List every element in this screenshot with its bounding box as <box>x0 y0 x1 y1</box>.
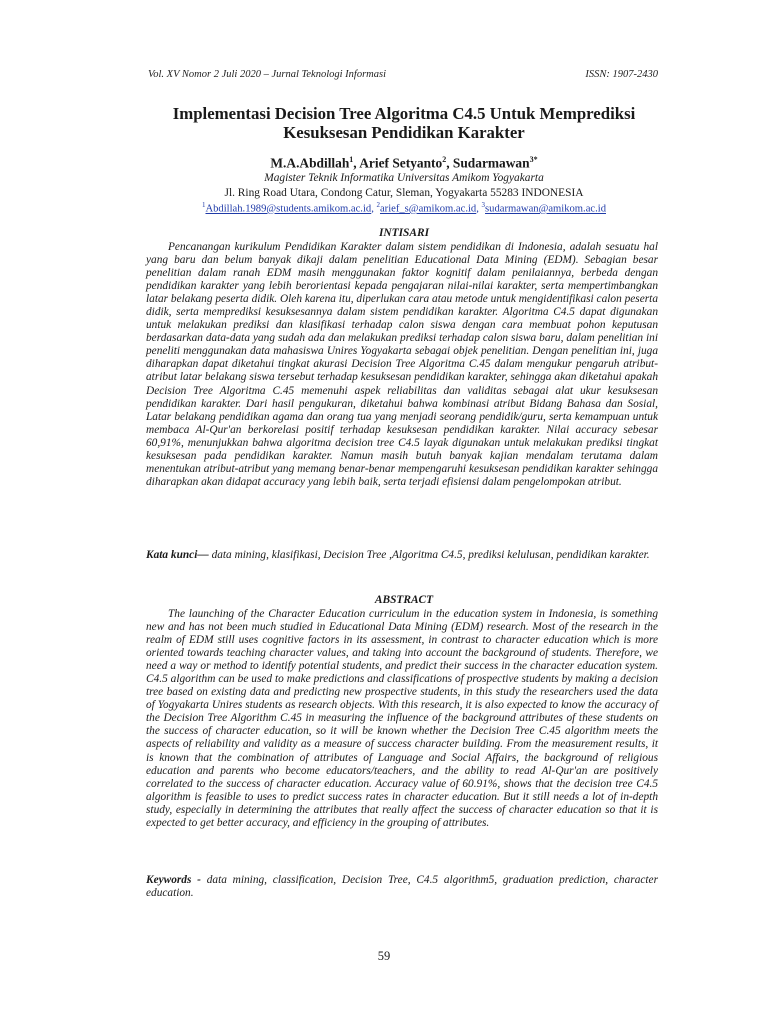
email-link[interactable]: arief_s@amikom.ac.id <box>379 203 477 215</box>
email-link[interactable]: sudarmawan@amikom.ac.id <box>485 203 606 215</box>
issn: ISSN: 1907-2430 <box>585 69 658 80</box>
keywords-text: data mining, klasifikasi, Decision Tree ,Algoritma C4.5, prediksi kelulusan, pendidikan karakter. <box>211 549 650 561</box>
email-link[interactable]: Abdillah.1989@students.amikom.ac.id <box>205 203 372 215</box>
author-name: Sudarmawan <box>452 155 530 171</box>
intisari-paragraph: Pencanangan kurikulum Pendidikan Karakter dalam sistem pendidikan di Indonesia, adalah sesuatu hal yang baru dan belum banyak dikaji dalam penelitian Educational Data Mining (EDM). Sebagian besar penelitian dalam ranah EDM masih menggunakan faktor kognitif dalam penilaiannya, berbeda dengan pendidikan karakter yang lebih berorientasi kepada pengajaran nilai-nilai karakter, serta mempertimbangkan latar belakang peserta didik. Oleh karena itu, diperlukan cara atau metode untuk mengidentifikasi calon peserta didik, serta memprediksi kesuksesannya dalam sistem pendidikan karakter. Algoritma C4.5 dapat digunakan untuk melakukan prediksi dan klasifikasi terhadap calon siswa dengan cara membuat pohon keputusan berdasarkan data-data yang sudah ada dan melakukan prediksi terhadap calon siswa baru, dalam penelitian ini peneliti menggunakan data mahasiswa Unires Yogyakarta sebagai objek penelitian. Dengan penelitian ini, juga diharapkan dapat diketahui tingkat akurasi Decision Tree Algoritma C.45 dalam mengukur pengaruh atribut-atribut latar belakang siswa tersebut terhadap kesuksesan pendidikan karakter, sehingga akan diketahui apakah Decision Tree Algoritma C.45 memenuhi aspek reliabilitas dan validitas sebagai alat ukur kesuksesan pendidikan karakter. Dari hasil pengukuran, diketahui bahwa kombinasi atribut Bidang Bahasa dan Sosial, Latar belakang pendidikan agama dan orang tua yang menjadi seorang pendidik/guru, serta kemampuan untuk membaca Al-Qur'an berkorelasi positif terhadap kesuksesan pendidikan karakter. Nilai accuracy sebesar 60,91%, menunjukkan bahwa algoritma decision tree C4.5 layak digunakan untuk melakukan prediksi tingkat kesuksesan pada pendidikan karakter. Namun masih butuh banyak kajian mendalam terutama dalam menentukan atribut-atribut yang memang benar-benar mempengaruhi kesuksesan pendidikan karakter sehingga diharapkan akan didapat accuracy yang lebih baik, serta terjadi efisiensi dalam pengelompokan atribut. <box>146 241 658 488</box>
intisari-body <box>146 241 658 489</box>
journal-info: Vol. XV Nomor 2 Juli 2020 – Jurnal Teknologi Informasi <box>148 69 387 80</box>
author-name: M.A.Abdillah <box>270 155 350 171</box>
title-line-2: Kesuksesan Pendidikan Karakter <box>283 123 525 142</box>
keywords-text: data mining, classification, Decision Tree, C4.5 algorithm5, graduation prediction, character education. <box>146 874 658 900</box>
address: Jl. Ring Road Utara, Condong Catur, Sleman, Yogyakarta 55283 INDONESIA <box>224 187 584 199</box>
author-sup: 2 <box>442 155 447 164</box>
author-sup: 3* <box>529 155 538 164</box>
intisari-heading: INTISARI <box>378 227 429 239</box>
email-sup: 1 <box>201 201 206 209</box>
title-line-1: Implementasi Decision Tree Algoritma C4.5 Untuk Memprediksi <box>172 104 636 123</box>
intisari-keywords <box>146 549 658 562</box>
author-sup: 1 <box>349 155 354 164</box>
author-list: M.A.Abdillah$^1$, Arief Setyanto$^2$, Sudarmawan$^{3*}$ <box>270 155 538 171</box>
page-number: 59 <box>377 949 391 963</box>
affiliation: Magister Teknik Informatika Universitas Amikom Yogyakarta <box>264 172 544 184</box>
abstract-paragraph: The launching of the Character Education curriculum in the education system in Indonesia, is something new and has not been much studied in Educational Data Mining (EDM) research. Most of the research in the realm of EDM still uses cognitive factors in its assessment, in contrast to character education which is more oriented towards teaching character values, and taking into account the background of students. Therefore, we need a way or method to identify potential students, and predict their success in the character education system. C4.5 algorithm can be used to make predictions and classifications of prospective students by making a decision tree based on existing data and predicting new prospective students, in this study the researchers used the data of Yogyakarta Unires students as research objects. With this research, it is also expected to know the accuracy of the Decision Tree Algorithm C.45 in measuring the influence of the background attributes of these students on the success of character education, so it will be known whether the Decision Tree C.45 algorithm meets the aspects of reliability and validity as a measure of success character building. From the measurement results, it is known that the combination of attributes of Language and Social Affairs, the background of religious education and parents who become educators/teachers, and the ability to read Al-Qur'an are positively correlated to the success of character education. Accuracy value of 60.91%, shows that the decision tree C4.5 algorithm is feasible to uses to predict success rates in character education. But it still needs a lot of in-depth study, especially in determining the attributes that really affect the success of character education so that it is expected to get better accuracy, and efficiency in the grouping of attributes. <box>146 608 658 829</box>
abstract-body <box>146 608 658 830</box>
author-name: Arief Setyanto <box>359 155 443 171</box>
email-sup: 3 <box>481 201 486 209</box>
abstract-keywords <box>146 874 658 900</box>
keywords-label: Kata kunci— <box>146 549 209 561</box>
email-sup: 2 <box>376 201 380 209</box>
paper-title <box>110 104 698 142</box>
email-list: $^1$Abdillah.1989@students.amikom.ac.id, $^2$arief_s@amikom.ac.id, $^3$sudarmawan@amikom.ac.id <box>201 201 606 215</box>
abstract-heading: ABSTRACT <box>374 594 434 606</box>
keywords-label: Keywords - <box>146 874 201 886</box>
